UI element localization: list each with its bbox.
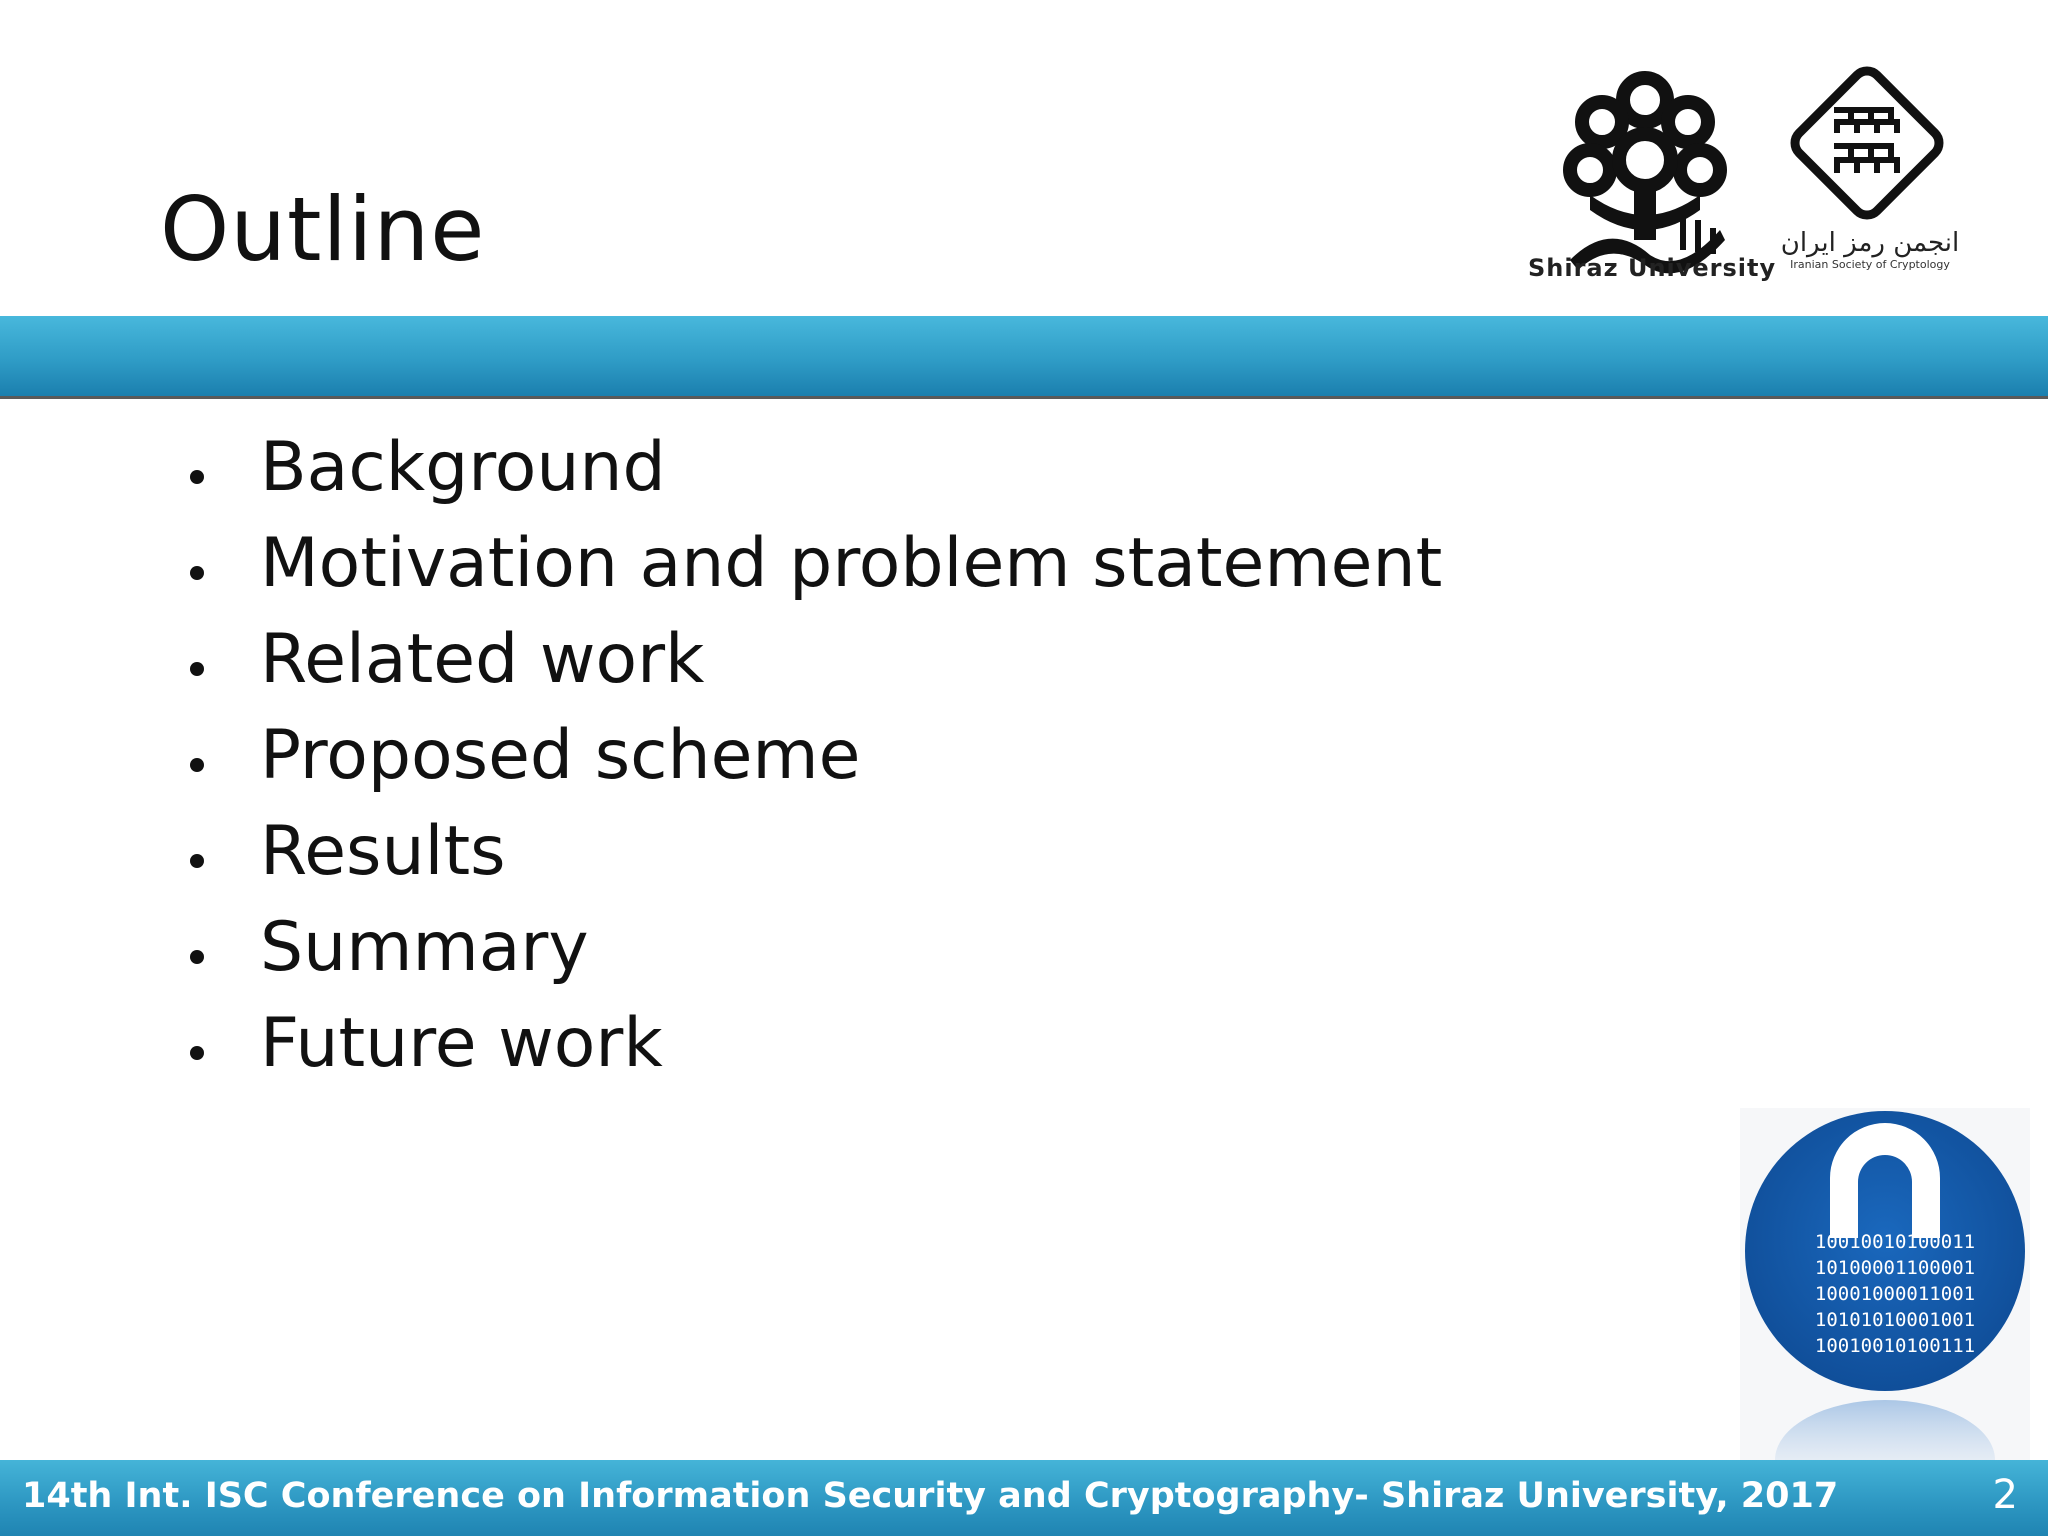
list-item-label: Proposed scheme <box>260 716 861 795</box>
list-item-label: Motivation and problem statement <box>260 524 1443 603</box>
list-item-label: Related work <box>260 620 705 699</box>
list-item <box>180 420 1442 516</box>
binary-line: 10101010001001 <box>1814 1309 1976 1331</box>
list-item <box>180 708 1442 804</box>
slide-title: Outline <box>160 178 486 281</box>
bullet-dot-icon <box>190 662 204 676</box>
footer-conference-text: 14th Int. ISC Conference on Information Security and Cryptography- Shiraz University, 2017 <box>22 1476 1839 1516</box>
bullet-dot-icon <box>190 470 204 484</box>
bullet-dot-icon <box>190 758 204 772</box>
bullet-dot-icon <box>190 1046 204 1060</box>
list-item <box>180 516 1442 612</box>
list-item-label: Results <box>260 812 506 891</box>
isc-caption-persian: انجمن رمز ایران <box>1780 228 1960 258</box>
binary-line: 10010010100111 <box>1814 1335 1976 1357</box>
list-item <box>180 900 1442 996</box>
binary-padlock-icon <box>1740 1108 2030 1460</box>
page-number: 2 <box>1992 1472 2018 1518</box>
binary-line: 10010010100011 <box>1814 1231 1976 1253</box>
outline-list <box>180 420 1442 1092</box>
bullet-dot-icon <box>190 854 204 868</box>
iranian-society-of-cryptology-logo-icon <box>1782 58 1952 228</box>
bullet-dot-icon <box>190 950 204 964</box>
isc-caption-english: Iranian Society of Cryptology <box>1790 258 1950 271</box>
list-item-label: Background <box>260 428 666 507</box>
list-item <box>180 996 1442 1092</box>
list-item <box>180 804 1442 900</box>
shiraz-university-caption: Shiraz University <box>1528 254 1777 282</box>
list-item-label: Summary <box>260 908 589 987</box>
bullet-dot-icon <box>190 566 204 580</box>
list-item <box>180 612 1442 708</box>
binary-line: 10100001100001 <box>1814 1257 1976 1279</box>
isc-caption <box>1770 228 1970 272</box>
header-band <box>0 316 2048 399</box>
list-item-label: Future work <box>260 1004 663 1083</box>
footer-band <box>0 1460 2048 1536</box>
binary-line: 10001000011001 <box>1814 1283 1976 1305</box>
